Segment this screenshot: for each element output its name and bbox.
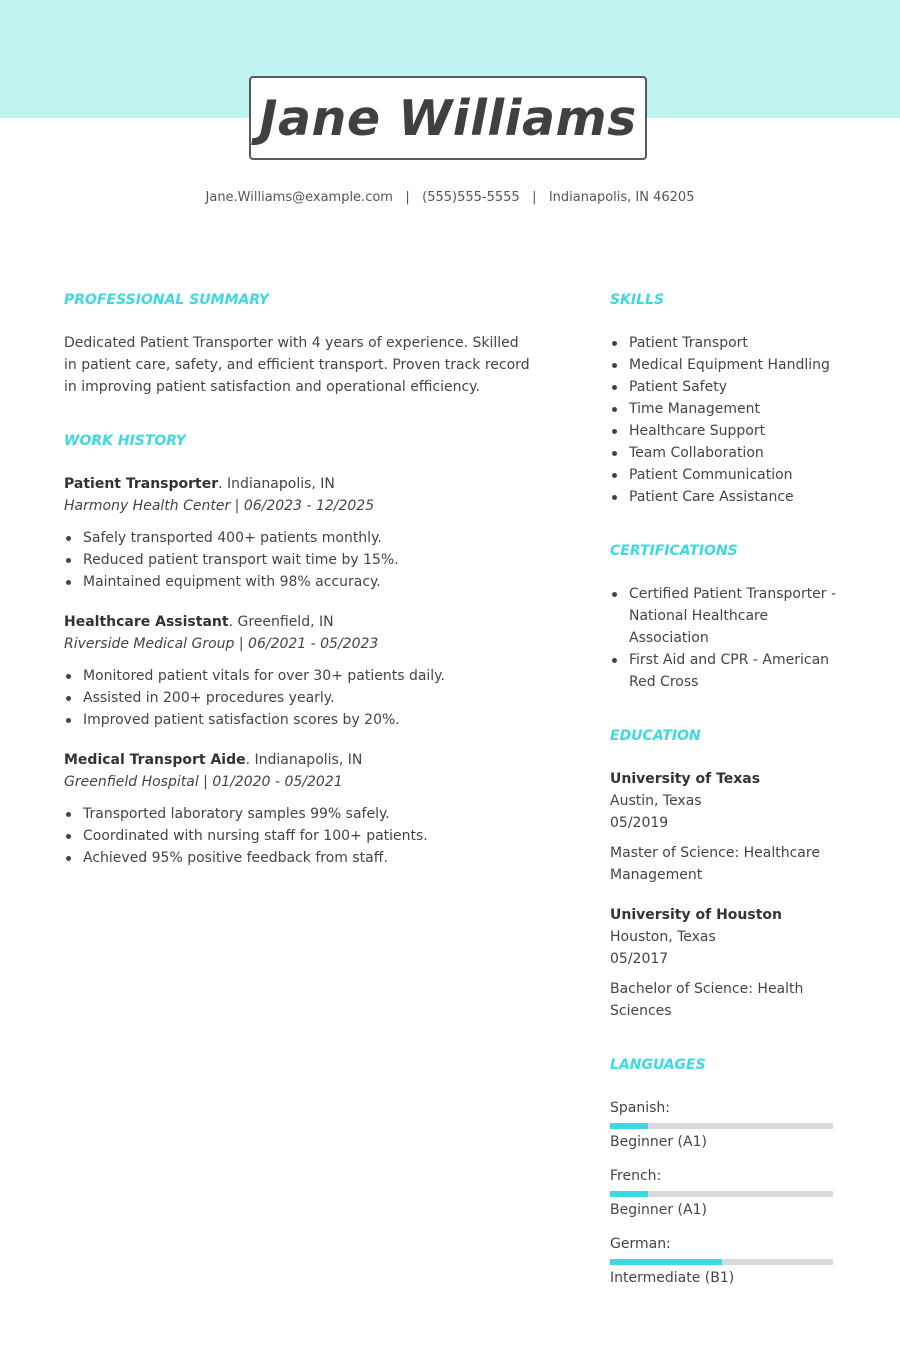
job-location: . Indianapolis, IN xyxy=(245,752,363,768)
job-location: . Indianapolis, IN xyxy=(218,476,335,492)
education-heading: EDUCATION xyxy=(610,728,701,744)
skills-section xyxy=(610,290,850,508)
education-location: Austin, Texas xyxy=(610,793,702,809)
contact-line: Jane.Williams@example.com | (555)555-5555 | Indianapolis, IN 46205 xyxy=(205,190,695,205)
skill-item: Patient Communication xyxy=(610,464,850,486)
left-column xyxy=(64,290,534,902)
candidate-name: Jane Williams xyxy=(259,89,637,147)
education-school: University of Houston xyxy=(610,907,782,923)
skill-item: Medical Equipment Handling xyxy=(610,354,850,376)
job-bullet: Achieved 95% positive feedback from staff. xyxy=(64,847,534,869)
languages-section xyxy=(610,1055,850,1289)
language-entry xyxy=(610,1165,850,1221)
language-proficiency-bar xyxy=(610,1123,833,1129)
certification-item: Certified Patient Transporter - National Healthcare Association xyxy=(610,583,850,649)
job-entry xyxy=(64,749,534,869)
job-bullet: Monitored patient vitals for over 30+ patients daily. xyxy=(64,665,534,687)
job-bullets xyxy=(64,527,534,593)
skill-item: Patient Care Assistance xyxy=(610,486,850,508)
job-bullet: Safely transported 400+ patients monthly. xyxy=(64,527,534,549)
work-history-heading: WORK HISTORY xyxy=(64,433,186,449)
education-degree: Master of Science: Healthcare Management xyxy=(610,845,820,883)
language-proficiency-bar xyxy=(610,1259,833,1265)
language-name: Spanish: xyxy=(610,1100,670,1116)
job-bullet: Reduced patient transport wait time by 15%. xyxy=(64,549,534,571)
job-title: Medical Transport Aide xyxy=(64,752,246,768)
skills-list xyxy=(610,332,850,508)
job-bullet: Assisted in 200+ procedures yearly. xyxy=(64,687,534,709)
language-proficiency-bar xyxy=(610,1191,833,1197)
skill-item: Patient Transport xyxy=(610,332,850,354)
job-entry xyxy=(64,611,534,731)
language-entry xyxy=(610,1233,850,1289)
language-level: Intermediate (B1) xyxy=(610,1270,735,1286)
certifications-heading: CERTIFICATIONS xyxy=(610,543,738,559)
certifications-list xyxy=(610,583,850,693)
job-title-line xyxy=(64,473,534,495)
job-title: Healthcare Assistant xyxy=(64,614,229,630)
job-bullet: Maintained equipment with 98% accuracy. xyxy=(64,571,534,593)
language-proficiency-fill xyxy=(610,1123,648,1129)
name-box xyxy=(249,76,647,160)
skill-item: Patient Safety xyxy=(610,376,850,398)
summary-text: Dedicated Patient Transporter with 4 years of experience. Skilled in patient care, safety, and efficient transport. Proven track record in improving patient satisfaction and operational efficiency. xyxy=(64,335,530,395)
certification-item: First Aid and CPR - American Red Cross xyxy=(610,649,850,693)
education-entry xyxy=(610,768,850,886)
education-school: University of Texas xyxy=(610,771,761,787)
education-entry xyxy=(610,904,850,1022)
education-location: Houston, Texas xyxy=(610,929,716,945)
language-entry xyxy=(610,1097,850,1153)
education-section xyxy=(610,726,850,1022)
education-degree: Bachelor of Science: Health Sciences xyxy=(610,981,804,1019)
job-bullets xyxy=(64,803,534,869)
job-employer-dates: Riverside Medical Group | 06/2021 - 05/2023 xyxy=(64,636,379,652)
education-date: 05/2017 xyxy=(610,951,669,967)
right-column xyxy=(610,290,850,1322)
summary-section xyxy=(64,290,534,398)
skill-item: Time Management xyxy=(610,398,850,420)
skills-heading: SKILLS xyxy=(610,292,665,308)
job-employer-dates: Greenfield Hospital | 01/2020 - 05/2021 xyxy=(64,774,343,790)
language-proficiency-fill xyxy=(610,1259,722,1265)
language-proficiency-fill xyxy=(610,1191,648,1197)
job-bullets xyxy=(64,665,534,731)
job-location: . Greenfield, IN xyxy=(228,614,334,630)
summary-heading: PROFESSIONAL SUMMARY xyxy=(64,292,269,308)
job-title: Patient Transporter xyxy=(64,476,219,492)
job-title-line xyxy=(64,749,534,771)
language-name: German: xyxy=(610,1236,671,1252)
job-entry xyxy=(64,473,534,593)
job-employer-dates: Harmony Health Center | 06/2023 - 12/2025 xyxy=(64,498,375,514)
skill-item: Team Collaboration xyxy=(610,442,850,464)
skill-item: Healthcare Support xyxy=(610,420,850,442)
job-bullet: Transported laboratory samples 99% safely. xyxy=(64,803,534,825)
languages-heading: LANGUAGES xyxy=(610,1057,706,1073)
job-bullet: Coordinated with nursing staff for 100+ patients. xyxy=(64,825,534,847)
certifications-section xyxy=(610,541,850,693)
education-date: 05/2019 xyxy=(610,815,669,831)
job-title-line xyxy=(64,611,534,633)
job-bullet: Improved patient satisfaction scores by 20%. xyxy=(64,709,534,731)
language-name: French: xyxy=(610,1168,662,1184)
language-level: Beginner (A1) xyxy=(610,1202,707,1218)
language-level: Beginner (A1) xyxy=(610,1134,707,1150)
work-history-section xyxy=(64,431,534,869)
